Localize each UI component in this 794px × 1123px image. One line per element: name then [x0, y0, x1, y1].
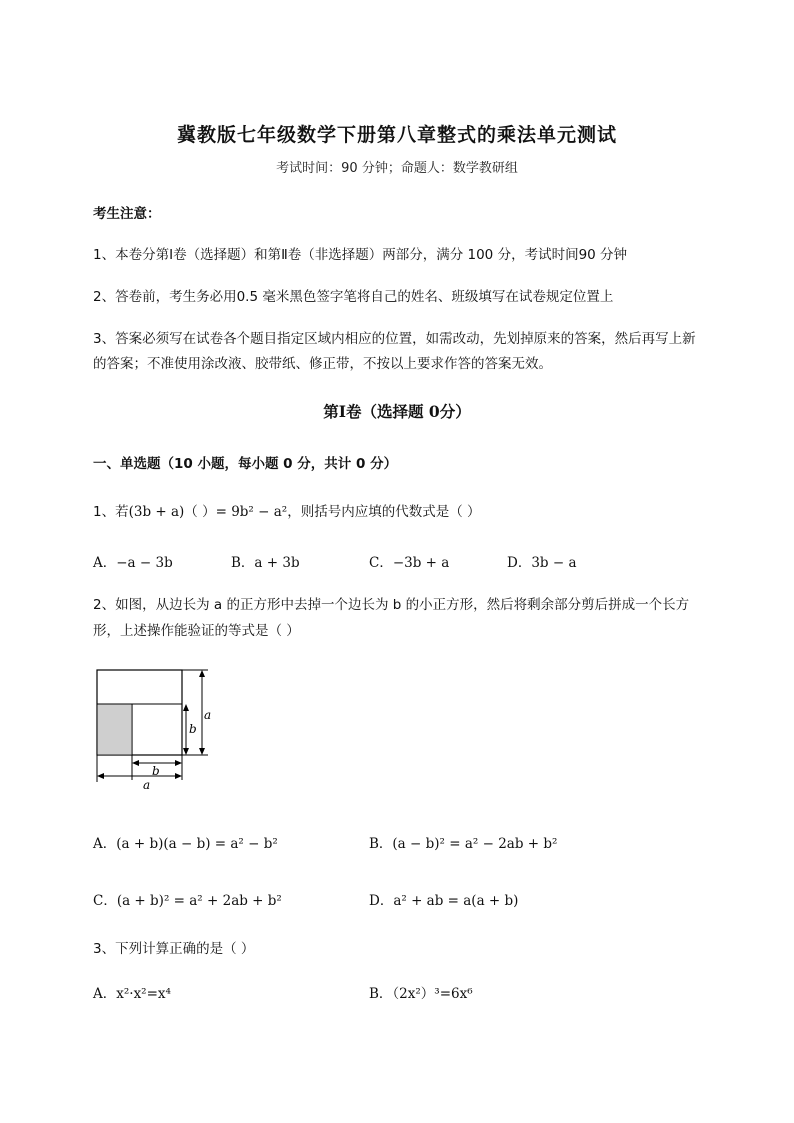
q1-option-b[interactable]: B．a + 3b	[231, 555, 300, 571]
q2-option-c[interactable]: C．(a + b)² = a² + 2ab + b²	[93, 893, 282, 909]
q1-suffix: ，则括号内应填的代数式是（ ）	[287, 504, 481, 520]
q2-option-d[interactable]: D．a² + ab = a(a + b)	[369, 893, 519, 909]
question-1	[93, 500, 481, 520]
notice-item-1: 1、本卷分第Ⅰ卷（选择题）和第Ⅱ卷（非选择题）两部分，满分 100 分，考试时间90 分钟	[93, 247, 628, 263]
shaded-square	[98, 705, 132, 755]
q1-expression: (3b + a)（ ）= 9b² − a²	[128, 504, 288, 520]
label-a-right: a	[204, 708, 212, 722]
q1-option-d[interactable]: D．3b − a	[507, 555, 577, 571]
section-title: 第Ⅰ卷（选择题 0分）	[323, 402, 471, 421]
label-a-bottom: a	[143, 778, 151, 792]
notice-item-3: 3、答案必须写在试卷各个题目指定区域内相应的位置，如需改动，先划掉原来的答案，然后再写上新	[93, 331, 696, 347]
q3-option-a[interactable]: A．x²·x²=x⁴	[93, 986, 171, 1002]
q2-option-a[interactable]: A．(a + b)(a − b) = a² − b²	[93, 836, 278, 852]
label-b-right: b	[189, 722, 197, 736]
part-title: 一、单选题（10 小题，每小题 0 分，共计 0 分）	[93, 456, 398, 472]
q2-option-b[interactable]: B．(a − b)² = a² − 2ab + b²	[369, 836, 558, 852]
question-2-line-2: 形，上述操作能验证的等式是（ ）	[93, 623, 300, 639]
question-2-line-1: 2、如图，从边长为 a 的正方形中去掉一个边长为 b 的小正方形，然后将剩余部分剪后拼成一个长方	[93, 597, 690, 613]
q1-option-a[interactable]: A．−a − 3b	[93, 555, 173, 571]
notice-item-3-continued: 的答案；不准使用涂改液、胶带纸、修正带，不按以上要求作答的答案无效。	[93, 356, 552, 372]
notice-heading: 考生注意：	[93, 206, 161, 222]
q1-option-c[interactable]: C．−3b + a	[369, 555, 450, 571]
q3-option-b[interactable]: B．（2x²）³=6x⁶	[369, 986, 473, 1002]
question-3: 3、下列计算正确的是（ ）	[93, 941, 255, 957]
exam-subtitle: 考试时间：90 分钟；命题人：数学教研组	[276, 161, 518, 176]
q1-prefix: 1、若	[93, 504, 129, 520]
exam-title: 冀教版七年级数学下册第八章整式的乘法单元测试	[176, 124, 617, 146]
square-diagram	[88, 660, 228, 800]
notice-item-2: 2、答卷前，考生务必用0.5 毫米黑色签字笔将自己的姓名、班级填写在试卷规定位置上	[93, 289, 614, 305]
label-b-bottom: b	[152, 764, 160, 778]
